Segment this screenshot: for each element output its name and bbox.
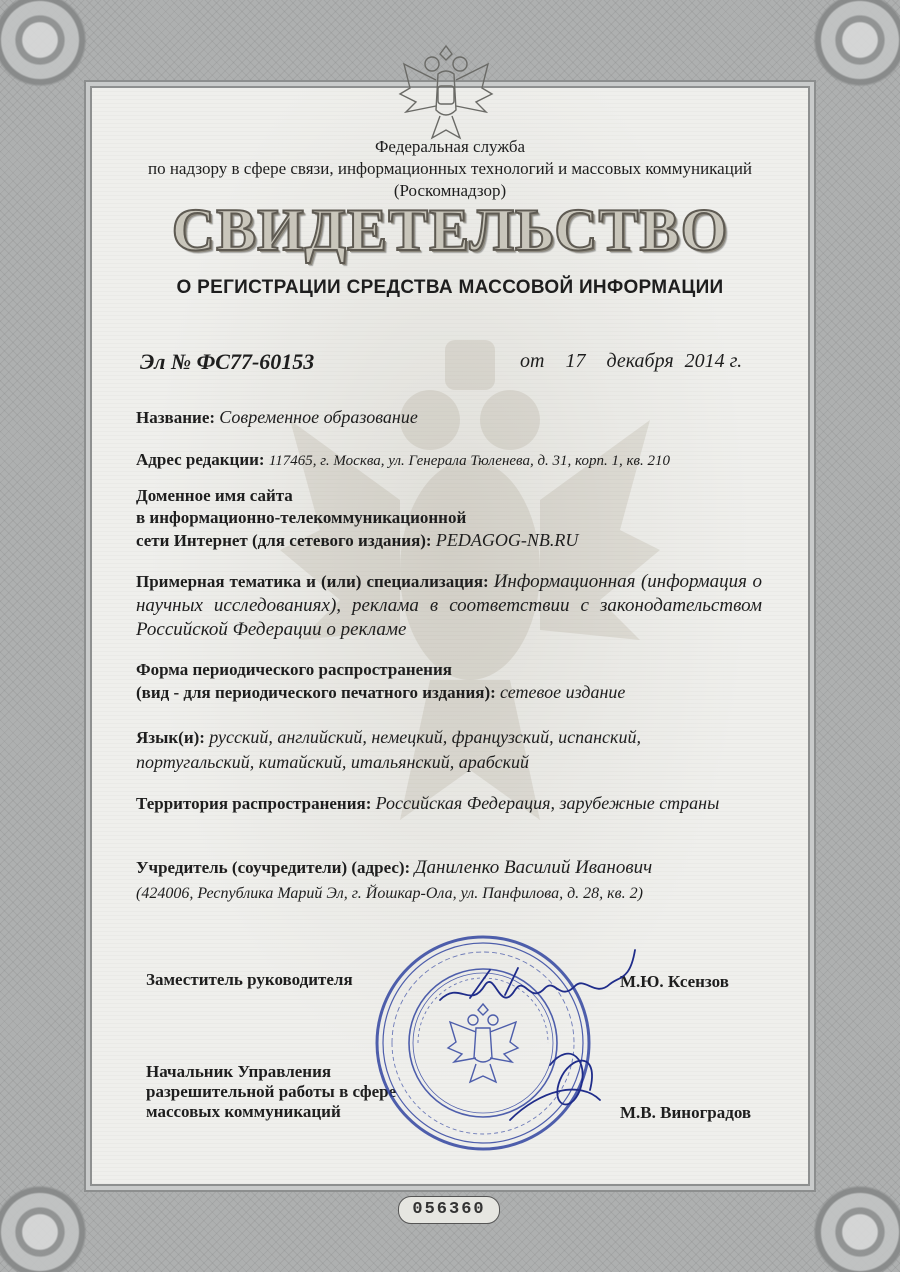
agency-line-2: по надзору в сфере связи, информационных технологий и массовых коммуникаций bbox=[147, 159, 753, 178]
domain-label-2: в информационно-телекоммуникационной bbox=[136, 508, 467, 527]
head-title bbox=[146, 1062, 396, 1122]
deputy-name: М.Ю. Ксензов bbox=[620, 972, 729, 991]
registration-date bbox=[520, 350, 758, 373]
domain-label-3: сети Интернет (для сетевого издания): bbox=[136, 531, 432, 550]
corner-ornament-bottom-right bbox=[800, 1172, 900, 1272]
corner-ornament-top-left bbox=[0, 0, 100, 100]
coat-of-arms-icon bbox=[398, 40, 494, 144]
deputy-title: Заместитель руководителя bbox=[146, 970, 353, 989]
field-form bbox=[136, 659, 762, 704]
head-title-line-1: Начальник Управления bbox=[146, 1062, 332, 1081]
field-territory bbox=[136, 791, 736, 816]
serial-number: 056360 bbox=[398, 1196, 500, 1224]
address-value: 117465, г. Москва, ул. Генерала Тюленева, д. 31, корп. 1, кв. 210 bbox=[268, 453, 671, 469]
form-value: сетевое издание bbox=[500, 682, 626, 702]
territory-label: Территория распространения: bbox=[136, 794, 372, 813]
field-domain bbox=[136, 485, 762, 552]
date-from-label: от bbox=[520, 350, 545, 372]
agency-line-3: (Роскомнадзор) bbox=[393, 181, 507, 200]
head-title-line-2: разрешительной работы в сфере bbox=[146, 1082, 397, 1101]
name-value: Современное образование bbox=[219, 407, 418, 427]
certificate-subtitle: О РЕГИСТРАЦИИ СРЕДСТВА МАССОВОЙ ИНФОРМАЦИИ bbox=[176, 277, 724, 298]
domain-label-1: Доменное имя сайта bbox=[136, 486, 293, 505]
founder-address: (424006, Республика Марий Эл, г. Йошкар-Ола, ул. Панфилова, д. 28, кв. 2) bbox=[136, 885, 643, 902]
field-address bbox=[136, 449, 762, 472]
founder-label: Учредитель (соучредители) (адрес): bbox=[136, 858, 411, 877]
head-name: М.В. Виноградов bbox=[620, 1103, 752, 1122]
domain-value: PEDAGOG-NB.RU bbox=[435, 530, 579, 550]
territory-value: Российская Федерация, зарубежные страны bbox=[375, 793, 720, 813]
date-month: декабря bbox=[606, 350, 674, 372]
corner-ornament-bottom-left bbox=[0, 1172, 100, 1272]
registration-number: Эл № ФС77-60153 bbox=[140, 349, 315, 374]
field-languages bbox=[136, 725, 762, 775]
topic-value: Информационная (информация о научных исследованиях), реклама в соответствии с законодательством Российской Федерации о рекламе bbox=[136, 571, 762, 640]
field-name bbox=[136, 406, 762, 429]
head-title-line-3: массовых коммуникаций bbox=[146, 1102, 341, 1121]
founder-value: Даниленко Василий Иванович bbox=[414, 857, 653, 878]
address-label: Адрес редакции: bbox=[136, 450, 265, 469]
field-topic bbox=[136, 570, 762, 642]
lang-label: Язык(и): bbox=[136, 728, 205, 747]
corner-ornament-top-right bbox=[800, 0, 900, 100]
handwritten-signature-icon bbox=[430, 940, 660, 1140]
topic-label: Примерная тематика и (или) специализация: bbox=[136, 572, 489, 591]
field-founder bbox=[136, 855, 762, 907]
certificate-title: СВИДЕТЕЛЬСТВО bbox=[171, 197, 729, 263]
date-day: 17 bbox=[565, 350, 586, 372]
lang-value: русский, английский, немецкий, французский, испанский, португальский, китайский, итальянский, арабский bbox=[136, 727, 641, 772]
date-year: 2014 г. bbox=[684, 350, 743, 372]
form-label-1: Форма периодического распространения bbox=[136, 660, 452, 679]
form-label-2: (вид - для периодического печатного издания): bbox=[136, 683, 496, 702]
agency-line-1: Федеральная служба bbox=[374, 137, 526, 156]
name-label: Название: bbox=[136, 408, 216, 427]
